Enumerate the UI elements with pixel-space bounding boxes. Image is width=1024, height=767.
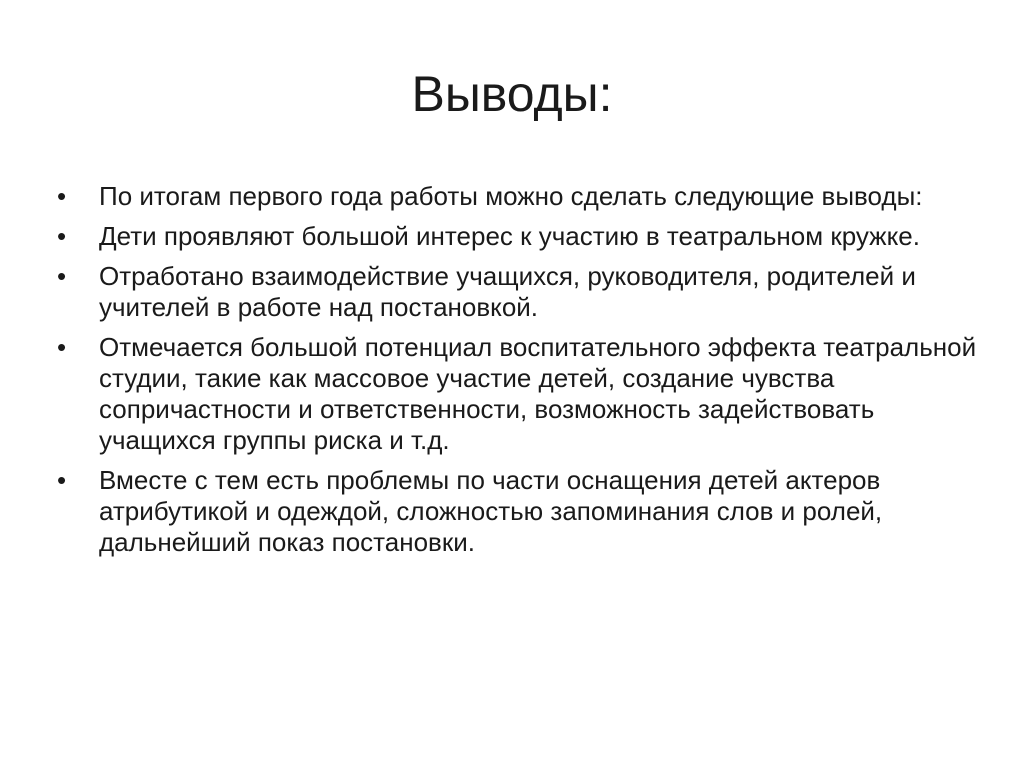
bullet-item-1 — [57, 181, 987, 212]
bullet-icon: • — [57, 332, 67, 362]
bullet-text: Отмечается большой потенциал воспитательного эффекта театральной студии, такие как массовое участие детей, создание чувства сопричастности и ответственности, возможность задействовать учащихся группы риска и т.д. — [99, 332, 977, 455]
bullet-list — [57, 181, 987, 567]
bullet-item-3 — [57, 261, 987, 323]
bullet-text: Вместе с тем есть проблемы по части оснащения детей актеров атрибутикой и одеждой, сложностью запоминания слов и ролей, дальнейший показ постановки. — [99, 465, 883, 557]
bullet-text: Отработано взаимодействие учащихся, руководителя, родителей и учителей в работе над постановкой. — [99, 261, 916, 322]
bullet-item-4 — [57, 332, 987, 456]
bullet-icon: • — [57, 221, 67, 251]
bullet-item-5 — [57, 465, 987, 558]
slide-title: Выводы: — [411, 66, 613, 122]
bullet-icon: • — [57, 261, 67, 291]
bullet-text: Дети проявляют большой интерес к участию в театральном кружке. — [99, 221, 920, 251]
bullet-text: По итогам первого года работы можно сделать следующие выводы: — [99, 181, 923, 211]
bullet-icon: • — [57, 465, 67, 495]
bullet-icon: • — [57, 181, 67, 211]
bullet-item-2 — [57, 221, 987, 252]
